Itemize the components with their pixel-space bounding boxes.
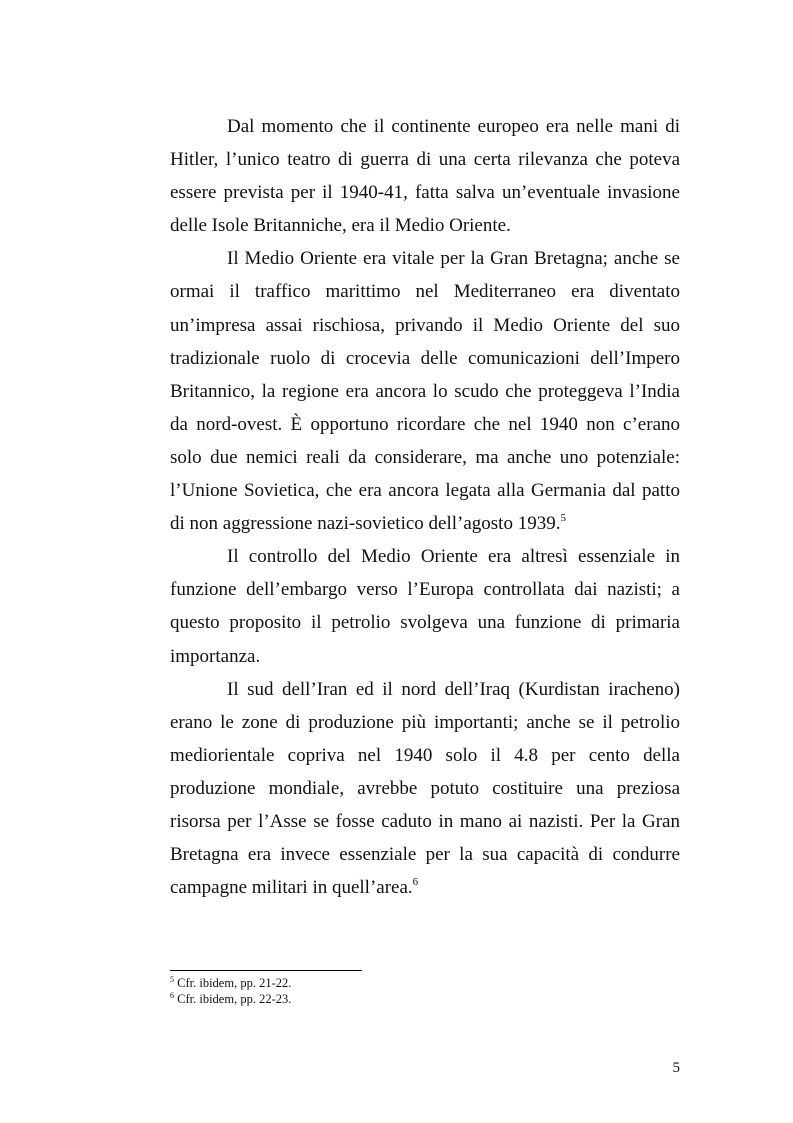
paragraph-4-text: Il sud dell’Iran ed il nord dell’Iraq (Kurdistan iracheno) erano le zone di produzione più importanti; anche se il petrolio mediorientale copriva nel 1940 solo il 4.8 per cento della produzione mondiale, avrebbe potuto costituire una preziosa risorsa per l’Asse se fosse caduto in mano ai nazisti. Per la Gran Bretagna era invece essenziale per la sua capacità di condurre campagne militari in quell’area. <box>170 678 680 899</box>
paragraph-3-text: Il controllo del Medio Oriente era altresì essenziale in funzione dell’embargo verso l’Europa controllata dai nazisti; a questo proposito il petrolio svolgeva una funzione di primaria importanza. <box>170 546 680 667</box>
page-number: 5 <box>672 1060 680 1076</box>
paragraph-1-text: Dal momento che il continente europeo era nelle mani di Hitler, l’unico teatro di guerra di una certa rilevanza che poteva essere prevista per il 1940-41, fatta salva un’eventuale invasione delle Isole Britanniche, era il Medio Oriente. <box>170 116 680 237</box>
footnote-separator <box>170 970 362 971</box>
paragraph-4 <box>170 673 680 905</box>
footnote-6-text: Cfr. ibidem, pp. 22-23. <box>177 992 292 1006</box>
body-text <box>170 110 680 904</box>
paragraph-1 <box>170 110 680 242</box>
paragraph-3 <box>170 540 680 672</box>
footnote-ref-6[interactable]: 6 <box>412 876 419 889</box>
footnote-ref-5[interactable]: 5 <box>560 512 566 525</box>
footnote-6-number: 6 <box>170 991 174 1000</box>
footnotes <box>170 975 680 1007</box>
footnote-5-number: 5 <box>170 975 174 984</box>
footnote-5 <box>170 975 680 991</box>
paragraph-2-text: Il Medio Oriente era vitale per la Gran Bretagna; anche se ormai il traffico marittimo nel Mediterraneo era diventato un’impresa assai rischiosa, privando il Medio Oriente del suo tradizionale ruolo di crocevia delle comunicazioni dell’Impero Britannico, la regione era ancora lo scudo che proteggeva l’India da nord-ovest. È opportuno ricordare che nel 1940 non c’erano solo due nemici reali da considerare, ma anche uno potenziale: l’Unione Sovietica, che era ancora legata alla Germania dal patto di non aggressione nazi-sovietico dell’agosto 1939. <box>170 248 680 535</box>
footnote-6 <box>170 991 680 1007</box>
footnote-5-text: Cfr. ibidem, pp. 21-22. <box>177 976 292 990</box>
paragraph-2 <box>170 242 680 540</box>
